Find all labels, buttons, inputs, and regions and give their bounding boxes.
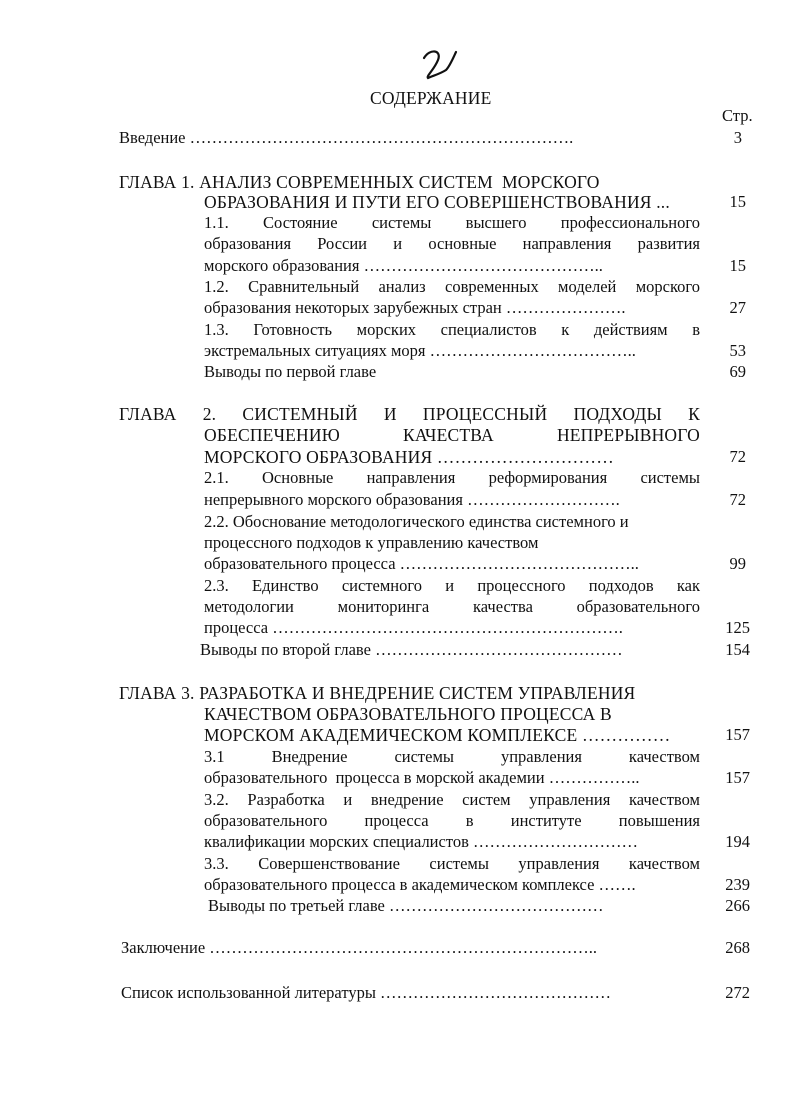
- toc-2-2-line2: процессного подходов к управлению качеством: [204, 533, 539, 552]
- toc-3-2-page: 194: [725, 832, 750, 851]
- toc-3-3-line2: образовательного процесса в академическом комплексе …….: [204, 875, 636, 894]
- toc-ch2-page: 72: [729, 447, 746, 466]
- toc-2-2-line1: 2.2. Обоснование методологического единства системного и: [204, 512, 629, 531]
- toc-1-2-line1: 1.2. Сравнительный анализ современных моделей морского: [204, 277, 700, 296]
- toc-ch3-heading-line2: КАЧЕСТВОМ ОБРАЗОВАТЕЛЬНОГО ПРОЦЕССА В: [204, 704, 612, 724]
- toc-2-2-page: 99: [729, 554, 746, 573]
- toc-1-2-line2: образования некоторых зарубежных стран ………………….: [204, 298, 626, 317]
- toc-1-1-page: 15: [729, 256, 746, 275]
- toc-3-2-line1: 3.2. Разработка и внедрение систем управления качеством: [204, 790, 700, 809]
- toc-2-3-page: 125: [725, 618, 750, 637]
- toc-3-3-line1: 3.3. Совершенствование системы управления качеством: [204, 854, 700, 873]
- page-column-label: Стр.: [722, 106, 753, 125]
- toc-intro-page: 3: [733, 128, 742, 147]
- toc-1-1-line2: образования России и основные направления развития: [204, 234, 700, 253]
- toc-3-1-line2: образовательного процесса в морской академии ……………..: [204, 768, 640, 787]
- toc-3-1-page: 157: [725, 768, 750, 787]
- toc-ch2-heading-line1: ГЛАВА 2. СИСТЕМНЫЙ И ПРОЦЕССНЫЙ ПОДХОДЫ К: [119, 404, 700, 424]
- toc-ch2-heading-line3: МОРСКОГО ОБРАЗОВАНИЯ …………………………: [204, 447, 614, 467]
- toc-3-2-line2: образовательного процесса в институте повышения: [204, 811, 700, 830]
- toc-ch3-heading-line1: ГЛАВА 3. РАЗРАБОТКА И ВНЕДРЕНИЕ СИСТЕМ УПРАВЛЕНИЯ: [119, 683, 636, 703]
- toc-ch2-conclusions-page: 154: [725, 640, 750, 659]
- handwritten-page-number: [420, 48, 460, 84]
- toc-references-page: 272: [725, 983, 750, 1002]
- toc-2-1-line2: непрерывного морского образования ……………………….: [204, 490, 620, 509]
- toc-2-3-line2: методологии мониторинга качества образовательного: [204, 597, 700, 616]
- toc-3-2-line3: квалификации морских специалистов …………………………: [204, 832, 638, 851]
- toc-conclusion: Заключение ……………………………………………………………..: [121, 938, 598, 957]
- toc-1-3-line1: 1.3. Готовность морских специалистов к действиям в: [204, 320, 700, 339]
- toc-ch3-page: 157: [725, 725, 750, 744]
- toc-1-3-page: 53: [729, 341, 746, 360]
- toc-2-2-line3: образовательного процесса ……………………………………..: [204, 554, 639, 573]
- toc-intro: Введение …………………………………………………………….: [119, 128, 574, 147]
- toc-ch1-page: 15: [729, 192, 746, 211]
- toc-ch1-conclusions-page: 69: [729, 362, 746, 381]
- toc-ch3-conclusions: Выводы по третьей главе …………………………………: [208, 896, 604, 915]
- toc-3-3-page: 239: [725, 875, 750, 894]
- toc-3-1-line1: 3.1 Внедрение системы управления качеством: [204, 747, 700, 766]
- toc-1-1-line1: 1.1. Состояние системы высшего профессионального: [204, 213, 700, 232]
- toc-ch1-conclusions: Выводы по первой главе: [204, 362, 377, 381]
- toc-ch2-conclusions: Выводы по второй главе ………………………………………: [200, 640, 623, 659]
- toc-ch1-heading-line1: ГЛАВА 1. АНАЛИЗ СОВРЕМЕННЫХ СИСТЕМ МОРСКОГО: [119, 172, 600, 192]
- toc-2-3-line3: процесса ……………………………………………………….: [204, 618, 623, 637]
- toc-ch3-heading-line3: МОРСКОМ АКАДЕМИЧЕСКОМ КОМПЛЕКСЕ ……………: [204, 725, 671, 745]
- toc-references: Список использованной литературы ……………………………………: [121, 983, 612, 1002]
- toc-1-2-page: 27: [729, 298, 746, 317]
- toc-1-1-line3: морского образования ……………………………………..: [204, 256, 603, 275]
- toc-ch1-heading-line2: ОБРАЗОВАНИЯ И ПУТИ ЕГО СОВЕРШЕНСТВОВАНИЯ ...: [204, 192, 670, 212]
- toc-ch3-conclusions-page: 266: [725, 896, 750, 915]
- toc-2-1-line1: 2.1. Основные направления реформирования системы: [204, 468, 700, 487]
- page-title: СОДЕРЖАНИЕ: [370, 88, 492, 108]
- toc-1-3-line2: экстремальных ситуациях моря ………………………………..: [204, 341, 636, 360]
- toc-ch2-heading-line2: ОБЕСПЕЧЕНИЮ КАЧЕСТВА НЕПРЕРЫВНОГО: [204, 425, 700, 445]
- toc-2-1-page: 72: [729, 490, 746, 509]
- toc-2-3-line1: 2.3. Единство системного и процессного подходов как: [204, 576, 700, 595]
- toc-conclusion-page: 268: [725, 938, 750, 957]
